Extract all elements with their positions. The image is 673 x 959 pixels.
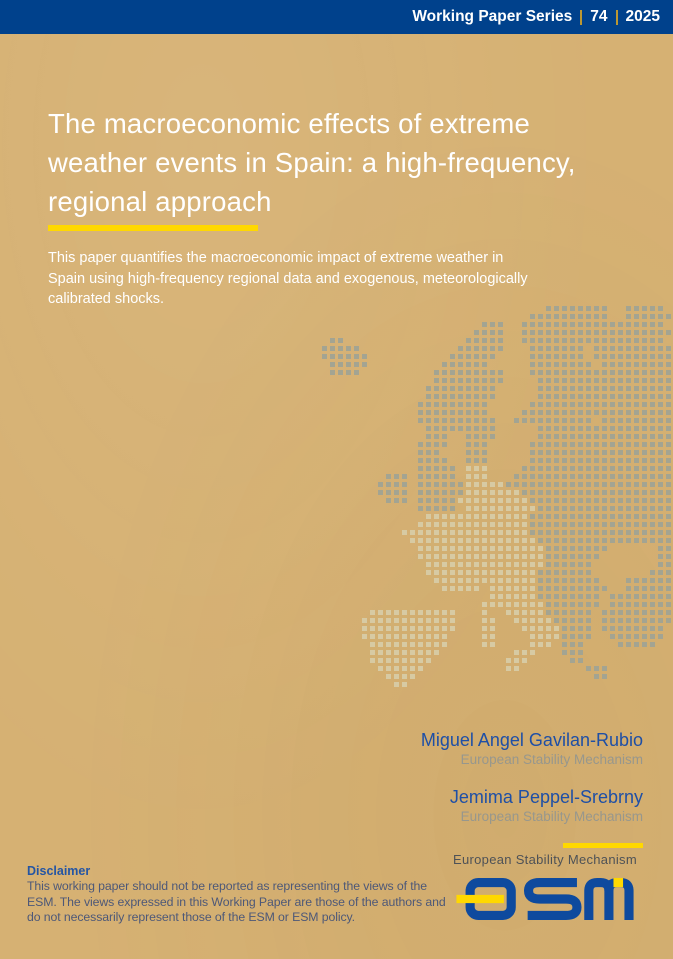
title-accent-rule xyxy=(48,225,258,231)
abstract-text xyxy=(48,248,528,310)
abstract-line: This paper quantifies the macroeconomic impact of extreme weather in xyxy=(48,250,504,266)
author-name: Jemima Peppel-Srebrny xyxy=(449,787,643,807)
disclaimer-line: do not necessarily represent those of the ESM or ESM policy. xyxy=(27,910,355,924)
author-entry xyxy=(421,729,643,768)
disclaimer-heading: Disclaimer xyxy=(27,864,91,878)
series-label: Working Paper Series xyxy=(412,8,573,25)
disclaimer-line: This working paper should not be reported as representing the views of the xyxy=(27,879,428,893)
authors-accent-rule xyxy=(563,843,643,848)
authors-block xyxy=(421,729,643,848)
page-title-line: regional approach xyxy=(48,186,272,217)
esm-logo-block xyxy=(447,852,643,920)
author-entry xyxy=(421,786,643,825)
abstract-line: Spain using high-frequency regional data and exogenous, meteorologically xyxy=(48,270,528,287)
paper-year: 2025 xyxy=(625,8,660,25)
author-affiliation: European Stability Mechanism xyxy=(460,809,643,824)
esm-wordmark-text: European Stability Mechanism xyxy=(453,852,637,867)
page-title-line: weather events in Spain: a high-frequency, xyxy=(48,147,576,178)
europe-dot-map xyxy=(322,306,673,690)
paper-number: 74 xyxy=(590,8,608,25)
author-affiliation: European Stability Mechanism xyxy=(460,752,643,767)
disclaimer-line: ESM. The views expressed in this Working Paper are those of the authors and xyxy=(27,894,446,909)
divider xyxy=(616,10,618,25)
esm-logo-icon xyxy=(447,878,643,920)
working-paper-series-bar xyxy=(0,0,673,34)
page-title-line: The macroeconomic effects of extreme xyxy=(48,108,531,139)
divider xyxy=(580,10,582,25)
abstract-line: calibrated shocks. xyxy=(48,291,165,307)
disclaimer-block xyxy=(27,863,446,926)
page-title xyxy=(48,104,576,221)
author-name: Miguel Angel Gavilan-Rubio xyxy=(420,730,643,750)
